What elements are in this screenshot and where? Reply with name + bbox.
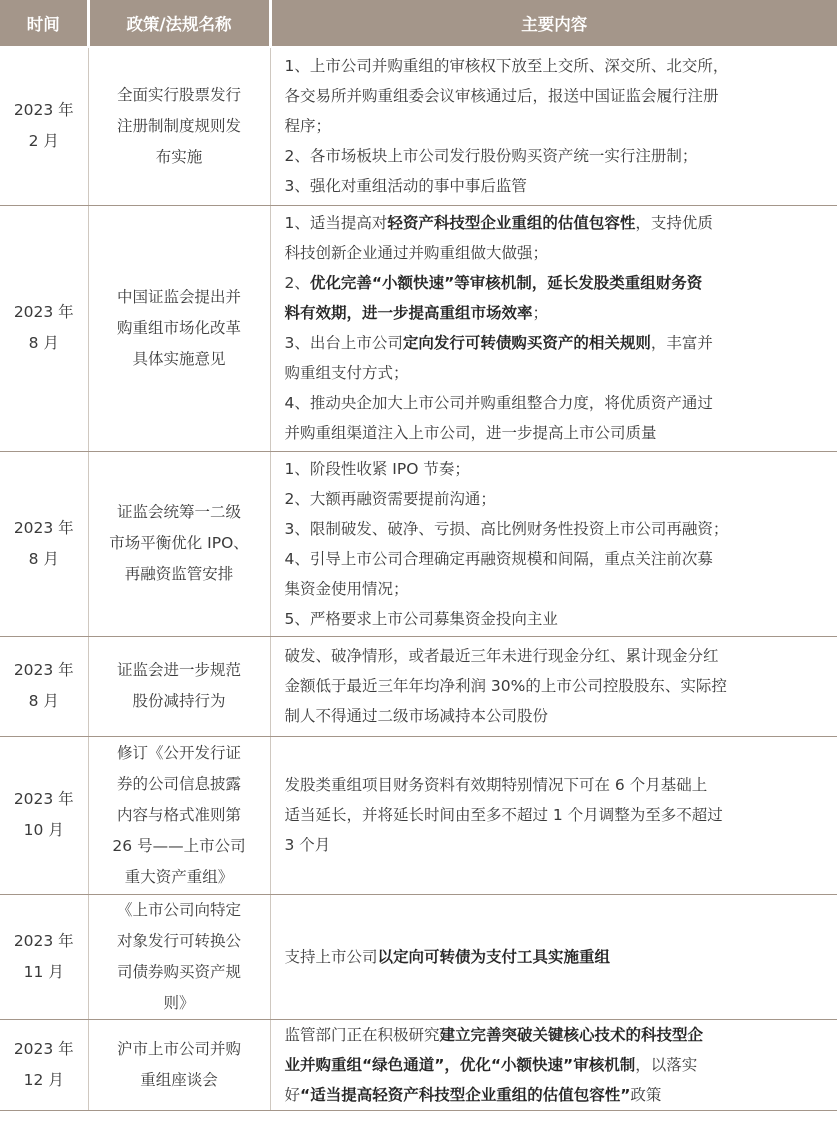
cell-policy-name — [88, 894, 270, 1019]
content-emphasis: 业并购重组“绿色通道”，优化“小额快速”审核机制 — [284, 1055, 636, 1074]
content-line — [285, 238, 830, 268]
cell-main-content — [270, 47, 837, 205]
content-text: 程序； — [284, 117, 332, 136]
content-line — [285, 171, 830, 201]
content-text: 1、阶段性收紧 IPO 节奏； — [284, 459, 470, 478]
content-text: 政策 — [630, 1085, 662, 1104]
content-line — [285, 770, 830, 800]
time-text: 2023 年 — [13, 303, 74, 321]
time-text: 2023 年 — [13, 101, 74, 120]
content-emphasis: 料有效期，进一步提高重组市场效率 — [284, 304, 533, 322]
content-text: ； — [532, 304, 549, 322]
policy-name-text: 重组座谈会 — [140, 1070, 218, 1089]
content-line — [285, 514, 830, 544]
cell-time — [0, 47, 88, 205]
cell-main-content — [270, 451, 837, 636]
cell-main-content — [270, 205, 837, 451]
cell-time — [0, 205, 88, 451]
cell-policy-name — [88, 736, 270, 894]
table-row — [0, 451, 837, 636]
cell-main-content — [270, 736, 837, 894]
content-line — [285, 328, 830, 358]
content-emphasis: “适当提高轻资产科技型企业重组的估值包容性” — [300, 1085, 631, 1104]
time-text: 2023 年 — [13, 1039, 74, 1058]
content-line — [285, 1080, 830, 1110]
time-text: 2023 年 — [13, 790, 74, 808]
table-header — [0, 0, 837, 47]
header-policy-name: 政策/法规名称 — [88, 0, 270, 47]
policy-name-text: 修订《公开发行证 — [116, 743, 241, 762]
policy-name-text: 26 号——上市公司 — [112, 836, 246, 855]
content-line — [285, 268, 830, 298]
cell-time — [0, 1019, 88, 1110]
cell-main-content — [270, 894, 837, 1019]
policy-name-text: 股份减持行为 — [132, 692, 226, 710]
table-row — [0, 47, 837, 205]
policy-name-text: 《上市公司向特定 — [116, 900, 241, 919]
table-body — [0, 47, 837, 1110]
policy-name-text: 沪市上市公司并购 — [116, 1039, 241, 1058]
content-text: 5、严格要求上市公司募集资金投向主业 — [284, 609, 558, 628]
content-line — [285, 111, 830, 141]
cell-main-content — [270, 636, 837, 736]
content-text: 发股类重组项目财务资料有效期特别情况下可在 6 个月基础上 — [284, 776, 708, 794]
policy-name-text: 全面实行股票发行 — [116, 85, 241, 104]
policy-name-text: 购重组市场化改革 — [116, 318, 241, 337]
content-text: 科技创新企业通过并购重组做大做强； — [284, 244, 549, 262]
content-text: ，支持优质 — [635, 214, 713, 232]
time-text: 8 月 — [28, 692, 59, 710]
content-text: 2、大额再融资需要提前沟通； — [284, 489, 496, 508]
content-text: 并购重组渠道注入上市公司，进一步提高上市公司质量 — [284, 424, 657, 442]
content-line — [285, 604, 830, 634]
cell-time — [0, 451, 88, 636]
time-text: 2023 年 — [13, 661, 74, 679]
content-text: 各交易所并购重组委会议审核通过后，报送中国证监会履行注册 — [284, 87, 719, 106]
content-line — [285, 358, 830, 388]
content-emphasis: 轻资产科技型企业重组的估值包容性 — [387, 214, 636, 232]
cell-time — [0, 736, 88, 894]
content-line — [285, 484, 830, 514]
policy-name-text: 内容与格式准则第 — [116, 805, 241, 824]
table-row — [0, 205, 837, 451]
content-line — [285, 671, 830, 701]
table-row — [0, 736, 837, 894]
table-row — [0, 636, 837, 736]
table-row — [0, 894, 837, 1019]
policy-name-text: 注册制制度规则发 — [116, 116, 241, 135]
time-text: 2023 年 — [13, 931, 74, 950]
time-text: 2 月 — [28, 132, 59, 151]
policy-name-text: 证监会进一步规范 — [116, 661, 241, 679]
content-text: 3、出台上市公司 — [284, 334, 403, 352]
header-main-content: 主要内容 — [270, 0, 837, 47]
content-emphasis: 以定向可转债为支付工具实施重组 — [377, 947, 611, 966]
content-text: 监管部门正在积极研究 — [284, 1025, 440, 1044]
content-text: 制人不得通过二级市场减持本公司股份 — [284, 707, 549, 725]
time-text: 10 月 — [23, 821, 64, 839]
content-line — [285, 51, 830, 81]
policy-name-text: 再融资监管安排 — [124, 565, 234, 583]
cell-main-content — [270, 1019, 837, 1110]
content-text: 1、上市公司并购重组的审核权下放至上交所、深交所、北交所， — [284, 57, 729, 76]
cell-policy-name — [88, 1019, 270, 1110]
policy-name-text: 则》 — [163, 993, 195, 1012]
time-text: 8 月 — [28, 334, 59, 352]
content-text: 4、引导上市公司合理确定再融资规模和间隔，重点关注前次募 — [284, 549, 713, 568]
content-line — [285, 830, 830, 860]
content-emphasis: 定向发行可转债购买资产的相关规则 — [402, 334, 651, 352]
content-text: 购重组支付方式； — [284, 364, 409, 382]
content-line — [285, 701, 830, 731]
cell-time — [0, 894, 88, 1019]
content-text: 金额低于最近三年年均净利润 30%的上市公司控股股东、实际控 — [284, 677, 727, 695]
header-row — [0, 0, 837, 47]
content-line — [285, 942, 830, 972]
content-line — [285, 141, 830, 171]
cell-policy-name — [88, 636, 270, 736]
policy-name-text: 司债券购买资产规 — [116, 962, 241, 981]
content-text: ，以落实 — [635, 1055, 698, 1074]
content-emphasis: 优化完善“小额快速”等审核机制，延长发股类重组财务资 — [309, 274, 703, 292]
cell-policy-name — [88, 47, 270, 205]
content-line — [285, 208, 830, 238]
time-text: 8 月 — [28, 549, 59, 568]
content-text: 2、 — [284, 274, 310, 292]
content-text: 集资金使用情况； — [284, 579, 409, 598]
cell-policy-name — [88, 451, 270, 636]
content-text: 适当延长，并将延长时间由至多不超过 1 个月调整为至多不超过 — [284, 806, 723, 824]
content-line — [285, 1050, 830, 1080]
policy-name-text: 券的公司信息披露 — [116, 774, 241, 793]
content-text: 3 个月 — [284, 836, 331, 854]
cell-policy-name — [88, 205, 270, 451]
policy-name-text: 布实施 — [155, 147, 203, 166]
header-time: 时间 — [0, 0, 88, 47]
content-line — [285, 454, 830, 484]
time-text: 12 月 — [23, 1070, 64, 1089]
content-line — [285, 800, 830, 830]
content-line — [285, 1020, 830, 1050]
policy-name-text: 对象发行可转换公 — [116, 931, 241, 950]
policy-name-text: 具体实施意见 — [132, 349, 226, 368]
content-text: 2、各市场板块上市公司发行股份购买资产统一实行注册制； — [284, 147, 698, 166]
content-emphasis: 建立完善突破关键核心技术的科技型企 — [439, 1025, 704, 1044]
time-text: 11 月 — [23, 962, 64, 981]
time-text: 2023 年 — [13, 518, 74, 537]
content-text: 3、限制破发、破净、亏损、高比例财务性投资上市公司再融资； — [284, 519, 729, 538]
content-line — [285, 574, 830, 604]
content-line — [285, 298, 830, 328]
content-text: 好 — [284, 1085, 301, 1104]
content-line — [285, 641, 830, 671]
content-line — [285, 544, 830, 574]
policy-name-text: 市场平衡优化 IPO、 — [109, 534, 249, 552]
table-row — [0, 1019, 837, 1110]
policy-name-text: 中国证监会提出并 — [116, 287, 241, 306]
policy-name-text: 证监会统筹一二级 — [116, 503, 241, 521]
content-text: ，丰富并 — [650, 334, 713, 352]
content-text: 4、推动央企加大上市公司并购重组整合力度，将优质资产通过 — [284, 394, 713, 412]
content-line — [285, 418, 830, 448]
content-text: 破发、破净情形，或者最近三年未进行现金分红、累计现金分红 — [284, 647, 719, 665]
content-text: 3、强化对重组活动的事中事后监管 — [284, 177, 527, 196]
content-line — [285, 388, 830, 418]
content-text: 1、适当提高对 — [284, 214, 388, 232]
content-text: 支持上市公司 — [284, 947, 378, 966]
content-line — [285, 81, 830, 111]
policy-name-text: 重大资产重组》 — [124, 867, 234, 886]
cell-time — [0, 636, 88, 736]
